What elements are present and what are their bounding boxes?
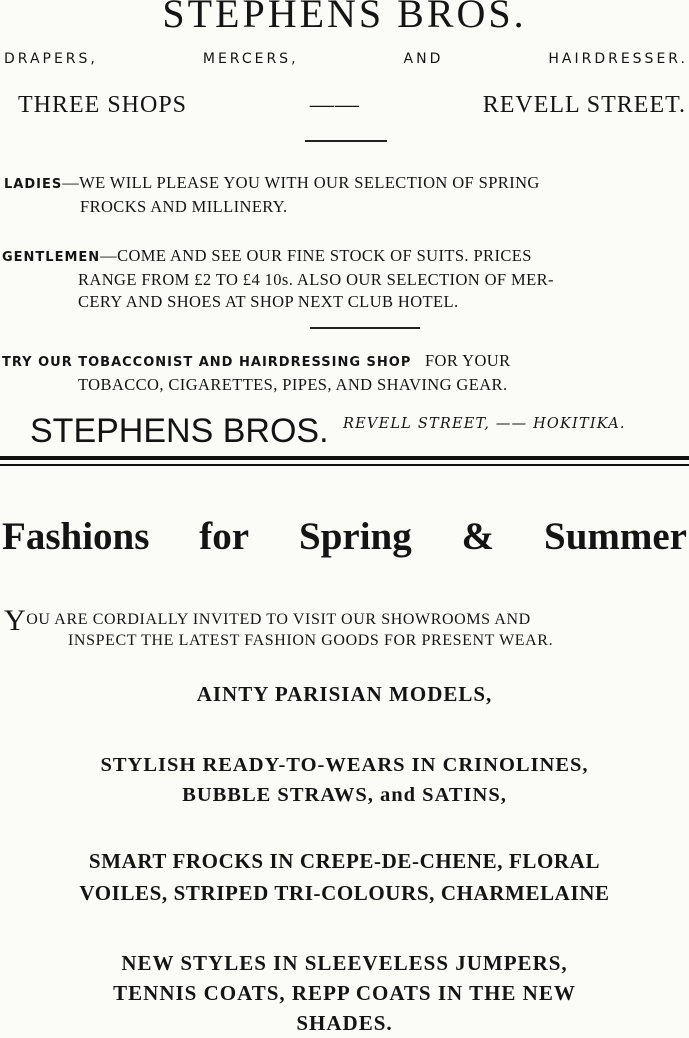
shops-line: [18, 92, 686, 119]
shops-left: THREE SHOPS: [18, 92, 188, 118]
item-ready-to-wears-line-2: BUBBLE STRAWS, and SATINS,: [182, 784, 507, 806]
tobacco-text-2: TOBACCO, CIGARETTES, PIPES, AND SHAVING GEAR.: [78, 375, 508, 394]
item-ready-to-wears-line-1: STYLISH READY-TO-WEARS IN CRINOLINES,: [100, 754, 589, 776]
headline-word: Summer: [544, 515, 687, 558]
fashions-headline: [2, 514, 687, 559]
section-rule: [305, 140, 387, 142]
tobacco-lead: TRY OUR TOBACCONIST AND HAIRDRESSING SHOP: [2, 355, 412, 370]
ladies-text-2: FROCKS AND MILLINERY.: [80, 197, 288, 216]
gentlemen-text-3: CERY AND SHOES AT SHOP NEXT CLUB HOTEL.: [78, 292, 459, 311]
ladies-text-1: —WE WILL PLEASE YOU WITH OUR SELECTION OF SPRING: [62, 173, 540, 192]
gentlemen-text-1: —COME AND SEE OUR FINE STOCK OF SUITS. PRICES: [100, 246, 532, 265]
trade-mercers: MERCERS,: [202, 51, 299, 67]
invite-line-1: OU ARE CORDIALLY INVITED TO VISIT OUR SHOWROOMS AND: [26, 611, 531, 628]
item-smart-frocks-line-2: VOILES, STRIPED TRI-COLOURS, CHARMELAINE: [79, 881, 610, 905]
ad-title: STEPHENS BROS.: [162, 0, 527, 36]
headline-word: Fashions: [2, 515, 150, 558]
trade-drapers: DRAPERS,: [4, 51, 98, 67]
item-ready-to-wears: [0, 750, 689, 810]
item-new-styles-line-2: TENNIS COATS, REPP COATS IN THE NEW: [113, 981, 576, 1005]
item-new-styles-line-1: NEW STYLES IN SLEEVELESS JUMPERS,: [121, 951, 568, 975]
ladies-lead: LADIES: [4, 177, 63, 192]
footer-name: STEPHENS BROS.: [30, 412, 329, 450]
item-smart-frocks: [0, 845, 689, 909]
section-rule-2: [310, 327, 420, 329]
gentlemen-text-2: RANGE FROM £2 TO £4 10s. ALSO OUR SELECTION OF MER-: [78, 270, 554, 289]
shops-right: REVELL STREET.: [482, 92, 686, 118]
divider-thin: [0, 464, 689, 466]
trades-line: [4, 51, 688, 67]
item-new-styles: [0, 948, 689, 1038]
gentlemen-paragraph: [2, 245, 554, 313]
invite-line-2: INSPECT THE LATEST FASHION GOODS FOR PRESENT WEAR.: [68, 632, 554, 649]
ladies-paragraph: [4, 172, 540, 218]
trade-hairdresser: HAIRDRESSER.: [548, 51, 688, 67]
invite-paragraph: [4, 604, 554, 651]
item-smart-frocks-line-1: SMART FROCKS IN CREPE-DE-CHENE, FLORAL: [88, 849, 601, 873]
shops-dash: ——: [309, 92, 360, 118]
tobacco-text-1: FOR YOUR: [424, 351, 511, 370]
headline-word: &: [461, 515, 495, 558]
item-parisian-models: AINTY PARISIAN MODELS,: [196, 682, 493, 706]
gentlemen-lead: GENTLEMEN: [2, 250, 101, 265]
divider-thick: [0, 456, 689, 460]
invite-drop-cap: Y: [4, 604, 27, 637]
trade-and: AND: [403, 51, 444, 67]
tobacco-paragraph: [2, 350, 511, 396]
footer-address: REVELL STREET, —— HOKITIKA.: [343, 416, 626, 432]
headline-word: Spring: [299, 515, 412, 558]
headline-word: for: [199, 515, 250, 558]
item-new-styles-line-3: SHADES.: [296, 1011, 393, 1035]
